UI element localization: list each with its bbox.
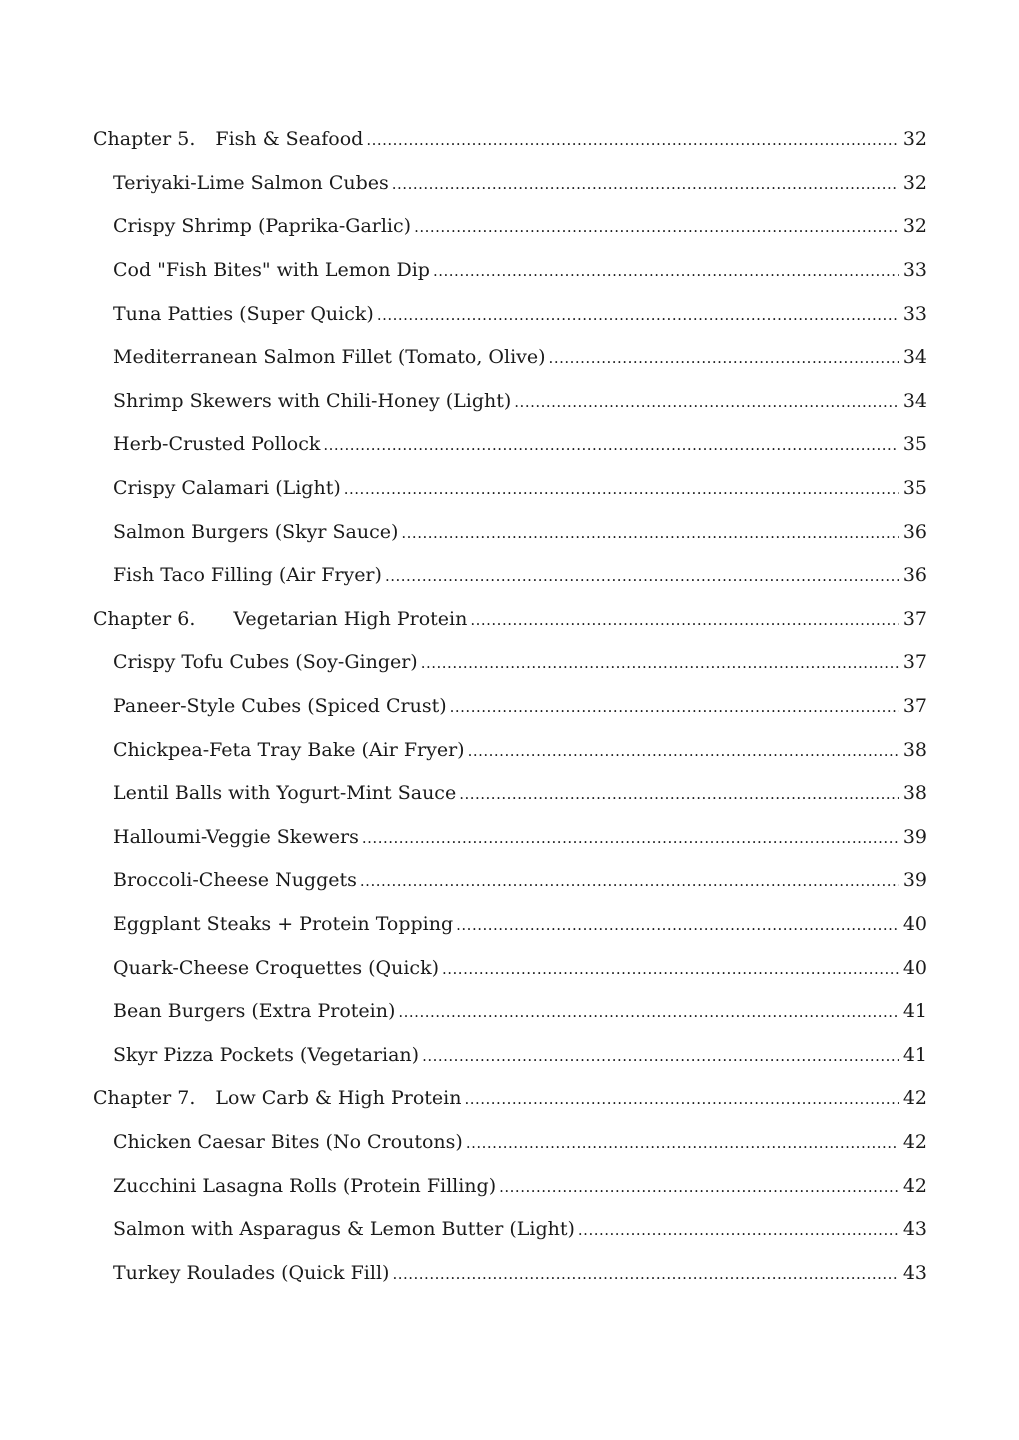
toc-dot-leader <box>442 962 899 977</box>
toc-entry-row[interactable] <box>93 990 927 1034</box>
toc-entry-title: Tuna Patties (Super Quick) <box>113 302 374 325</box>
toc-page-number: 38 <box>902 738 927 761</box>
toc-page-number: 40 <box>902 912 927 935</box>
toc-page-number: 37 <box>902 695 927 718</box>
toc-entry-title: Chickpea-Feta Tray Bake (Air Fryer) <box>113 738 465 761</box>
toc-entry-title: Lentil Balls with Yogurt-Mint Sauce <box>113 782 457 805</box>
toc-page-number: 42 <box>902 1174 927 1197</box>
toc-entry-row[interactable] <box>93 1033 927 1077</box>
toc-dot-leader <box>344 482 899 497</box>
toc-entry-row[interactable] <box>93 816 927 860</box>
toc-entry-title: Turkey Roulades (Quick Fill) <box>113 1261 390 1284</box>
toc-chapter-title: Low Carb & High Protein <box>215 1087 462 1110</box>
toc-dot-leader <box>499 1180 899 1195</box>
toc-chapter-number: Chapter 7. <box>93 1087 196 1110</box>
toc-page-number: 43 <box>902 1261 927 1284</box>
toc-page-number: 36 <box>902 520 927 543</box>
toc-entry-row[interactable] <box>93 859 927 903</box>
toc-page-number: 37 <box>902 651 927 674</box>
toc-chapter-row[interactable] <box>93 598 927 642</box>
toc-dot-leader <box>401 526 898 541</box>
toc-entry-title: Shrimp Skewers with Chili-Honey (Light) <box>113 389 512 412</box>
toc-page-number: 37 <box>902 607 927 630</box>
toc-chapter-number: Chapter 5. <box>93 128 196 151</box>
toc-page-number: 32 <box>902 171 927 194</box>
table-of-contents <box>93 118 927 1295</box>
toc-dot-leader <box>421 656 899 671</box>
toc-dot-leader <box>450 700 899 715</box>
toc-entry-title: Fish Taco Filling (Air Fryer) <box>113 564 382 587</box>
toc-entry-title: Salmon with Asparagus & Lemon Butter (Light) <box>113 1218 575 1241</box>
toc-entry-row[interactable] <box>93 292 927 336</box>
toc-entry-title: Crispy Calamari (Light) <box>113 477 341 500</box>
toc-dot-leader <box>459 787 899 802</box>
toc-entry-title: Mediterranean Salmon Fillet (Tomato, Olive) <box>113 346 546 369</box>
toc-entry-title: Crispy Shrimp (Paprika-Garlic) <box>113 215 412 238</box>
toc-chapter-number: Chapter 6. <box>93 607 196 630</box>
toc-entry-row[interactable] <box>93 641 927 685</box>
toc-entry-row[interactable] <box>93 380 927 424</box>
toc-page-number: 33 <box>902 302 927 325</box>
toc-page-number: 38 <box>902 782 927 805</box>
toc-dot-leader <box>578 1223 899 1238</box>
toc-entry-title: Skyr Pizza Pockets (Vegetarian) <box>113 1043 420 1066</box>
toc-page-number: 40 <box>902 956 927 979</box>
toc-dot-leader <box>466 1136 899 1151</box>
toc-dot-leader <box>366 133 899 148</box>
toc-entry-row[interactable] <box>93 1164 927 1208</box>
toc-entry-title: Cod "Fish Bites" with Lemon Dip <box>113 259 430 282</box>
toc-entry-title: Zucchini Lasagna Rolls (Protein Filling) <box>113 1174 497 1197</box>
toc-page-number: 39 <box>902 869 927 892</box>
toc-entry-row[interactable] <box>93 772 927 816</box>
toc-page-number: 34 <box>902 389 927 412</box>
toc-dot-leader <box>398 1005 898 1020</box>
toc-entry-row[interactable] <box>93 1208 927 1252</box>
toc-entry-title: Chicken Caesar Bites (No Croutons) <box>113 1130 463 1153</box>
toc-dot-leader <box>514 395 899 410</box>
toc-dot-leader <box>385 569 899 584</box>
toc-entry-title: Paneer-Style Cubes (Spiced Crust) <box>113 695 447 718</box>
toc-dot-leader <box>360 874 899 889</box>
toc-entry-title: Quark-Cheese Croquettes (Quick) <box>113 956 439 979</box>
toc-entry-title: Bean Burgers (Extra Protein) <box>113 1000 396 1023</box>
toc-page-number: 42 <box>902 1130 927 1153</box>
toc-entry-row[interactable] <box>93 903 927 947</box>
toc-entry-title: Herb-Crusted Pollock <box>113 433 321 456</box>
toc-entry-title: Eggplant Steaks + Protein Topping <box>113 912 454 935</box>
toc-dot-leader <box>433 264 899 279</box>
toc-dot-leader <box>377 308 899 323</box>
toc-entry-row[interactable] <box>93 249 927 293</box>
toc-entry-row[interactable] <box>93 1121 927 1165</box>
toc-page-number: 32 <box>902 215 927 238</box>
toc-dot-leader <box>323 438 898 453</box>
toc-page-number: 32 <box>902 128 927 151</box>
toc-page-number: 41 <box>902 1000 927 1023</box>
toc-entry-row[interactable] <box>93 510 927 554</box>
toc-dot-leader <box>392 177 899 192</box>
toc-page-number: 35 <box>902 433 927 456</box>
toc-entry-title: Crispy Tofu Cubes (Soy-Ginger) <box>113 651 418 674</box>
toc-dot-leader <box>464 1092 898 1107</box>
toc-dot-leader <box>468 744 899 759</box>
toc-dot-leader <box>414 220 899 235</box>
toc-page-number: 41 <box>902 1043 927 1066</box>
toc-page-number: 34 <box>902 346 927 369</box>
toc-entry-title: Halloumi-Veggie Skewers <box>113 825 359 848</box>
toc-entry-row[interactable] <box>93 1251 927 1295</box>
toc-entry-row[interactable] <box>93 162 927 206</box>
toc-entry-row[interactable] <box>93 728 927 772</box>
toc-chapter-row[interactable] <box>93 118 927 162</box>
toc-page-number: 42 <box>902 1087 927 1110</box>
toc-page-number: 39 <box>902 825 927 848</box>
toc-page-number: 36 <box>902 564 927 587</box>
toc-entry-row[interactable] <box>93 423 927 467</box>
toc-dot-leader <box>392 1267 898 1282</box>
toc-entry-row[interactable] <box>93 946 927 990</box>
toc-page-number: 33 <box>902 259 927 282</box>
toc-dot-leader <box>549 351 899 366</box>
toc-entry-row[interactable] <box>93 467 927 511</box>
toc-entry-row[interactable] <box>93 336 927 380</box>
toc-entry-row[interactable] <box>93 205 927 249</box>
toc-entry-title: Salmon Burgers (Skyr Sauce) <box>113 520 399 543</box>
toc-dot-leader <box>456 918 899 933</box>
toc-dot-leader <box>362 831 899 846</box>
toc-chapter-title: Vegetarian High Protein <box>233 607 468 630</box>
toc-page-number: 35 <box>902 477 927 500</box>
toc-chapter-title: Fish & Seafood <box>215 128 364 151</box>
toc-entry-row[interactable] <box>93 554 927 598</box>
toc-entry-row[interactable] <box>93 685 927 729</box>
toc-dot-leader <box>422 1049 899 1064</box>
toc-entry-title: Broccoli-Cheese Nuggets <box>113 869 357 892</box>
toc-page-number: 43 <box>902 1218 927 1241</box>
toc-entry-title: Teriyaki-Lime Salmon Cubes <box>113 171 389 194</box>
toc-dot-leader <box>470 613 898 628</box>
toc-chapter-row[interactable] <box>93 1077 927 1121</box>
